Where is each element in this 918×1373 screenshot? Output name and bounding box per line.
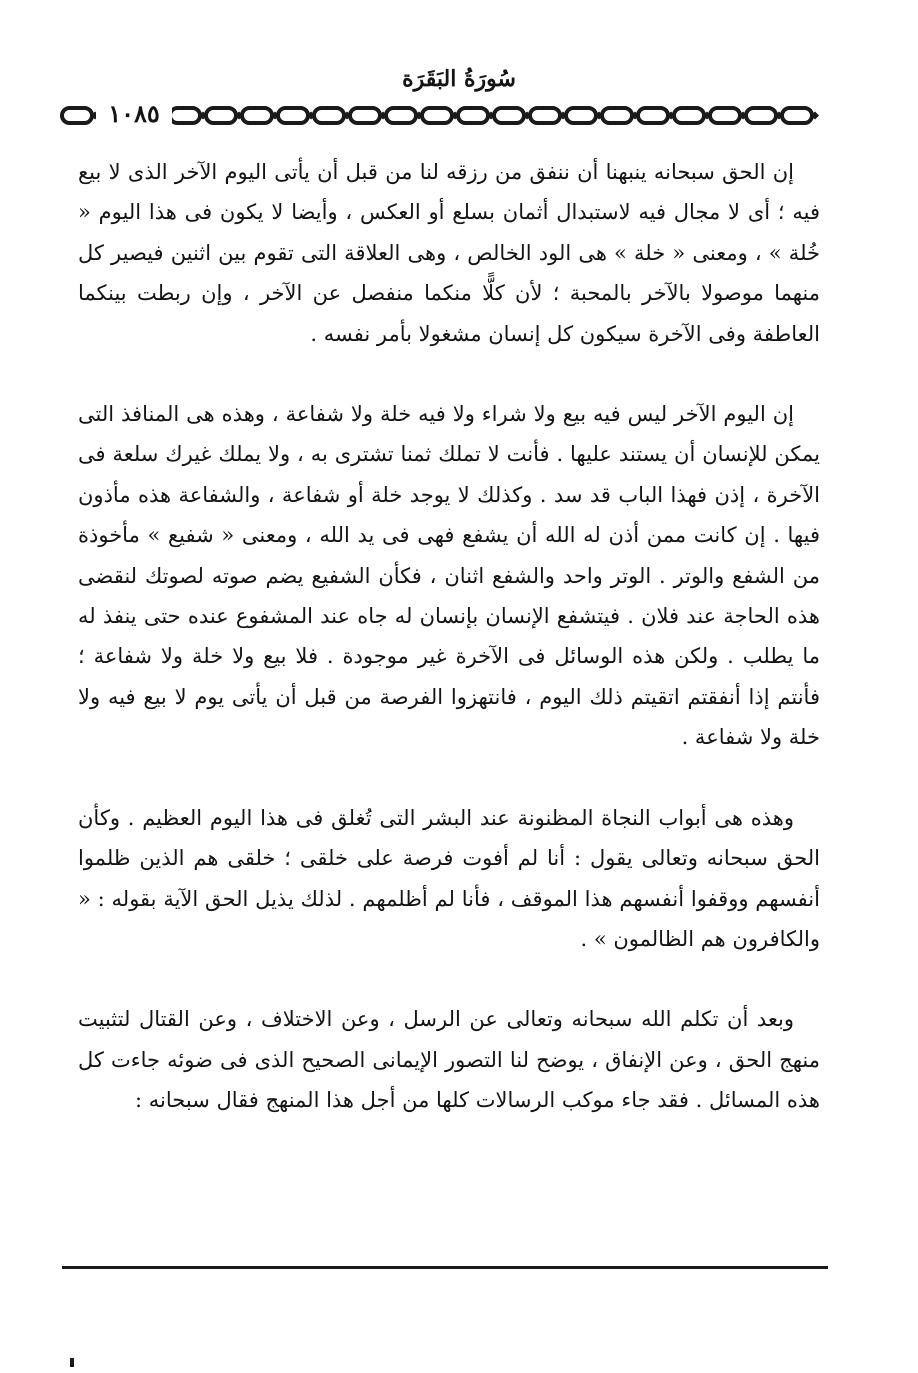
body-text [78, 152, 820, 1121]
print-mark [70, 1358, 74, 1367]
chain-ornament [58, 101, 838, 131]
page-number: ١٠٨٥ [96, 96, 172, 132]
paragraph-1: إن الحق سبحانه ينبهنا أن ننفق من رزقه لنا من قبل أن يأتى اليوم الآخر الذى لا بيع فيه ؛ أى لا مجال فيه لاستبدال أثمان بسلع أو العكس ، وأيضا لا يكون فى هذا اليوم « خُلة » ، ومعنى « خلة » هى الود الخالص ، وهى العلاقة التى تقوم بين اثنين فيصير كل منهما موصولا بالآخر بالمحبة ؛ لأن كلًّا منكما منفصل عن الآخر ، وإن ربطت بينكما العاطفة وفى الآخرة سيكون كل إنسان مشغولا بأمر نفسه . [78, 160, 820, 346]
surah-title: سُورَةُ البَقَرَة [402, 66, 516, 92]
paragraph-3: وهذه هى أبواب النجاة المظنونة عند البشر التى تُغلق فى هذا اليوم العظيم . وكأن الحق سبحانه وتعالى يقول : أنا لم أفوت فرصة على خلقى ؛ خلقى هم الذين ظلموا أنفسهم ووقفوا أنفسهم هذا الموقف ، فأنا لم أظلمهم . لذلك يذيل الحق الآية بقوله : « والكافرون هم الظالمون » . [78, 805, 820, 951]
footer-rule [62, 1266, 828, 1269]
paragraph-2: إن اليوم الآخر ليس فيه بيع ولا شراء ولا فيه خلة ولا شفاعة ، وهذه هى المنافذ التى يمكن للإنسان أن يستند عليها . فأنت لا تملك ثمنا تشترى به ، ولا يملك غيرك سلعة فى الآخرة ، إذن فهذا الباب قد سد . وكذلك لا يوجد خلة أو شفاعة ، والشفاعة هذه مأذون فيها . إن كانت ممن أذن له الله أن يشفع فهى فى يد الله ، ومعنى « شفيع » مأخوذة من الشفع والوتر . الوتر واحد والشفع اثنان ، فكأن الشفيع يضم صوته لصوتك لنقضى هذه الحاجة عند فلان . فيتشفع الإنسان بإنسان له جاه عند المشفوع عنده حتى ينفذ له ما يطلب . ولكن هذه الوسائل فى الآخرة غير موجودة . فلا بيع ولا خلة ولا شفاعة ؛ فأنتم إذا أنفقتم اتقيتم ذلك اليوم ، فانتهزوا الفرصة من قبل أن يأتى يوم لا بيع فيه ولا خلة ولا شفاعة . [78, 402, 820, 750]
paragraph-4: وبعد أن تكلم الله سبحانه وتعالى عن الرسل ، وعن الاختلاف ، وعن القتال لتثبيت منهج الحق ، وعن الإنفاق ، يوضح لنا التصور الإيمانى الصحيح الذى فى ضوئه جاءت كل هذه المسائل . فقد جاء موكب الرسالات كلها من أجل هذا المنهج فقال سبحانه : [78, 1007, 820, 1113]
